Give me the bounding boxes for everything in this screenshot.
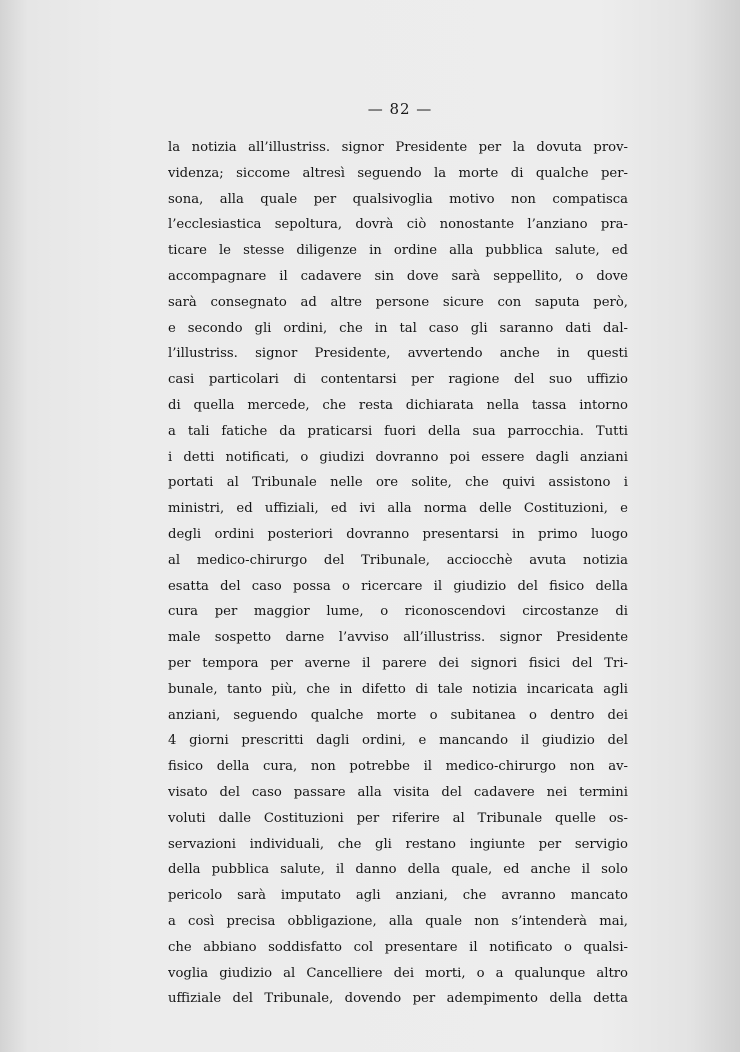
text-line: portati al Tribunale nelle ore solite, che quivi assistono i bbox=[168, 475, 628, 491]
text-line: che abbiano soddisfatto col presentare il notificato o qualsi- bbox=[168, 939, 628, 955]
text-line: uffiziale del Tribunale, dovendo per adempimento della detta bbox=[168, 991, 628, 1007]
text-line: sona, alla quale per qualsivoglia motivo non compatisca bbox=[168, 191, 628, 207]
text-line: pericolo sarà imputato agli anziani, che avranno mancato bbox=[168, 888, 628, 904]
text-line: anziani, seguendo qualche morte o subitanea o dentro dei bbox=[168, 707, 628, 723]
text-line: al medico-chirurgo del Tribunale, acciocchè avuta notizia bbox=[168, 552, 628, 568]
body-text bbox=[168, 135, 628, 1012]
text-line: esatta del caso possa o ricercare il giudizio del fisico della bbox=[168, 578, 628, 594]
text-line: per tempora per averne il parere dei signori fisici del Tri- bbox=[168, 655, 628, 671]
text-line: bunale, tanto più, che in difetto di tale notizia incaricata agli bbox=[168, 681, 628, 697]
text-line: la notizia all’illustriss. signor Presidente per la dovuta prov- bbox=[168, 140, 628, 155]
text-line: fisico della cura, non potrebbe il medico-chirurgo non av- bbox=[168, 759, 628, 775]
text-line: accompagnare il cadavere sin dove sarà seppellito, o dove bbox=[168, 268, 628, 284]
text-line: servazioni individuali, che gli restano ingiunte per servigio bbox=[168, 836, 628, 852]
text-line: 4 giorni prescritti dagli ordini, e mancando il giudizio del bbox=[168, 733, 628, 749]
text-line: della pubblica salute, il danno della quale, ed anche il solo bbox=[168, 862, 628, 878]
text-line: l’illustriss. signor Presidente, avvertendo anche in questi bbox=[168, 346, 628, 362]
text-line: e secondo gli ordini, che in tal caso gli saranno dati dal- bbox=[168, 320, 628, 336]
text-line: cura per maggior lume, o riconoscendovi circostanze di bbox=[168, 604, 628, 620]
text-line: visato del caso passare alla visita del cadavere nei termini bbox=[168, 784, 628, 800]
text-line: casi particolari di contentarsi per ragione del suo uffizio bbox=[168, 372, 628, 388]
text-line: a tali fatiche da praticarsi fuori della sua parrocchia. Tutti bbox=[168, 423, 628, 439]
text-line: sarà consegnato ad altre persone sicure con saputa però, bbox=[168, 294, 628, 310]
text-line: male sospetto darne l’avviso all’illustriss. signor Presidente bbox=[168, 630, 628, 646]
text-line: di quella mercede, che resta dichiarata nella tassa intorno bbox=[168, 397, 628, 413]
text-line: ministri, ed uffiziali, ed ivi alla norma delle Costituzioni, e bbox=[168, 501, 628, 517]
text-line: degli ordini posteriori dovranno presentarsi in primo luogo bbox=[168, 526, 628, 542]
page-number: — 82 — bbox=[367, 100, 433, 118]
text-line: videnza; siccome altresì seguendo la morte di qualche per- bbox=[168, 165, 628, 181]
text-line: ticare le stesse diligenze in ordine alla pubblica salute, ed bbox=[168, 243, 628, 259]
text-line: a così precisa obbligazione, alla quale non s’intenderà mai, bbox=[168, 913, 628, 929]
text-line: voglia giudizio al Cancelliere dei morti, o a qualunque altro bbox=[168, 965, 628, 981]
text-line: voluti dalle Costituzioni per riferire al Tribunale quelle os- bbox=[168, 810, 628, 826]
text-line: l’ecclesiastica sepoltura, dovrà ciò nonostante l’anziano pra- bbox=[168, 217, 628, 233]
text-line: i detti notificati, o giudizi dovranno poi essere dagli anziani bbox=[168, 449, 628, 465]
